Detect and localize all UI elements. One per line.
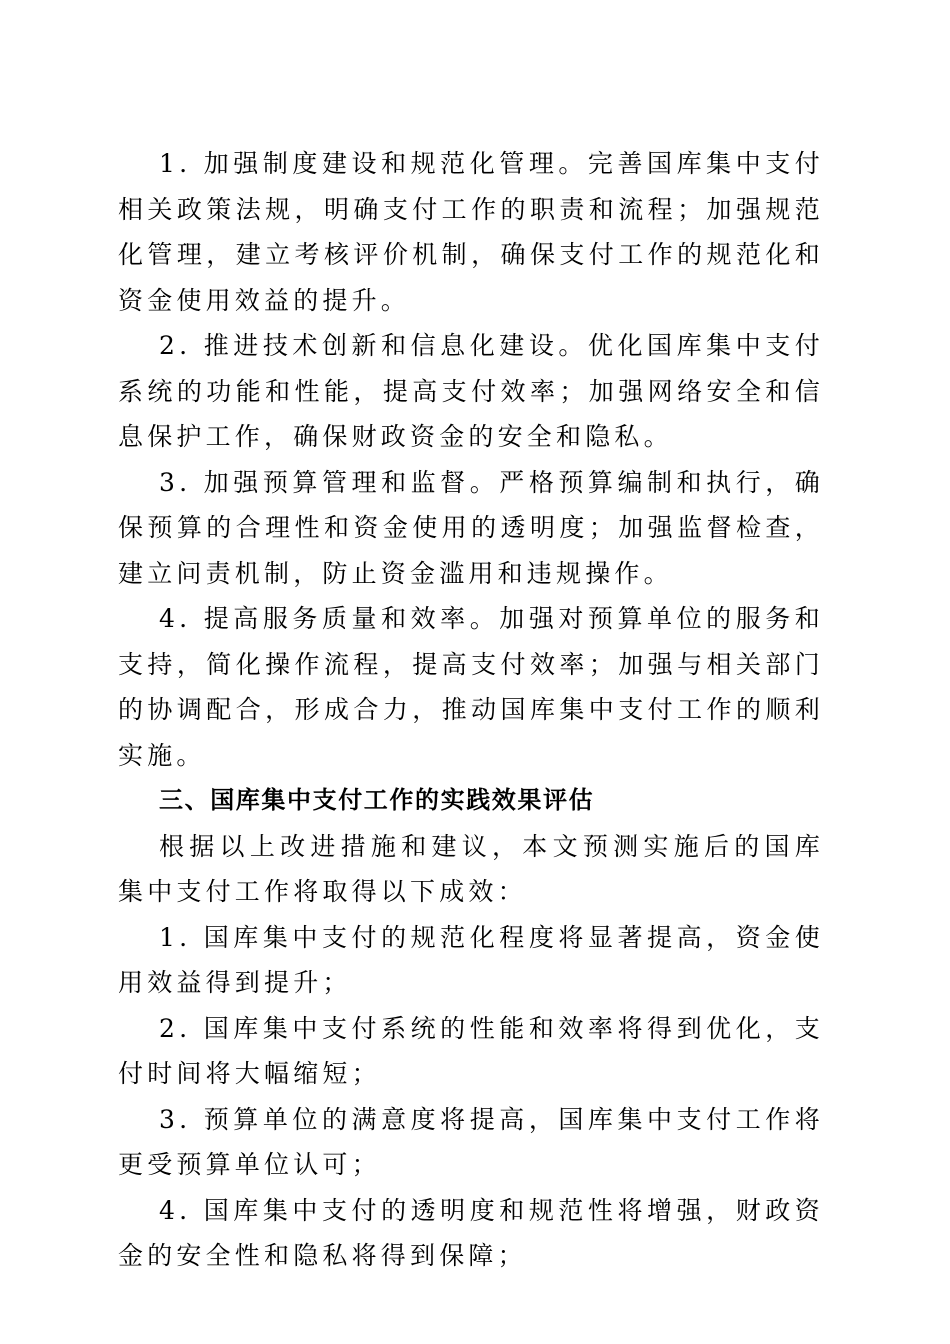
- outcome-item-1: 1. 国库集中支付的规范化程度将显著提高，资金使用效益得到提升；: [118, 922, 824, 997]
- outcome-item-2: 2. 国库集中支付系统的性能和效率将得到优化，支付时间将大幅缩短；: [118, 1013, 824, 1088]
- document-body: [118, 141, 824, 1279]
- paragraph-measure-3: 3. 加强预算管理和监督。严格预算编制和执行，确保预算的合理性和资金使用的透明度；加强监督检查，建立问责机制，防止资金滥用和违规操作。: [118, 467, 824, 588]
- paragraph-measure-2: 2. 推进技术创新和信息化建设。优化国库集中支付系统的功能和性能，提高支付效率；加强网络安全和信息保护工作，确保财政资金的安全和隐私。: [118, 331, 824, 451]
- intro-paragraph: 根据以上改进措施和建议，本文预测实施后的国库集中支付工作将取得以下成效：: [118, 831, 824, 906]
- outcome-item-3: 3. 预算单位的满意度将提高，国库集中支付工作将更受预算单位认可；: [118, 1104, 824, 1179]
- paragraph-measure-1: 1. 加强制度建设和规范化管理。完善国库集中支付相关政策法规，明确支付工作的职责和流程；加强规范化管理，建立考核评价机制，确保支付工作的规范化和资金使用效益的提升。: [118, 149, 824, 315]
- outcome-item-4: 4. 国库集中支付的透明度和规范性将增强，财政资金的安全性和隐私将得到保障；: [118, 1195, 824, 1270]
- section-heading: 三、国库集中支付工作的实践效果评估: [159, 786, 595, 814]
- paragraph-measure-4: 4. 提高服务质量和效率。加强对预算单位的服务和支持，简化操作流程，提高支付效率；加强与相关部门的协调配合，形成合力，推动国库集中支付工作的顺利实施。: [118, 604, 824, 770]
